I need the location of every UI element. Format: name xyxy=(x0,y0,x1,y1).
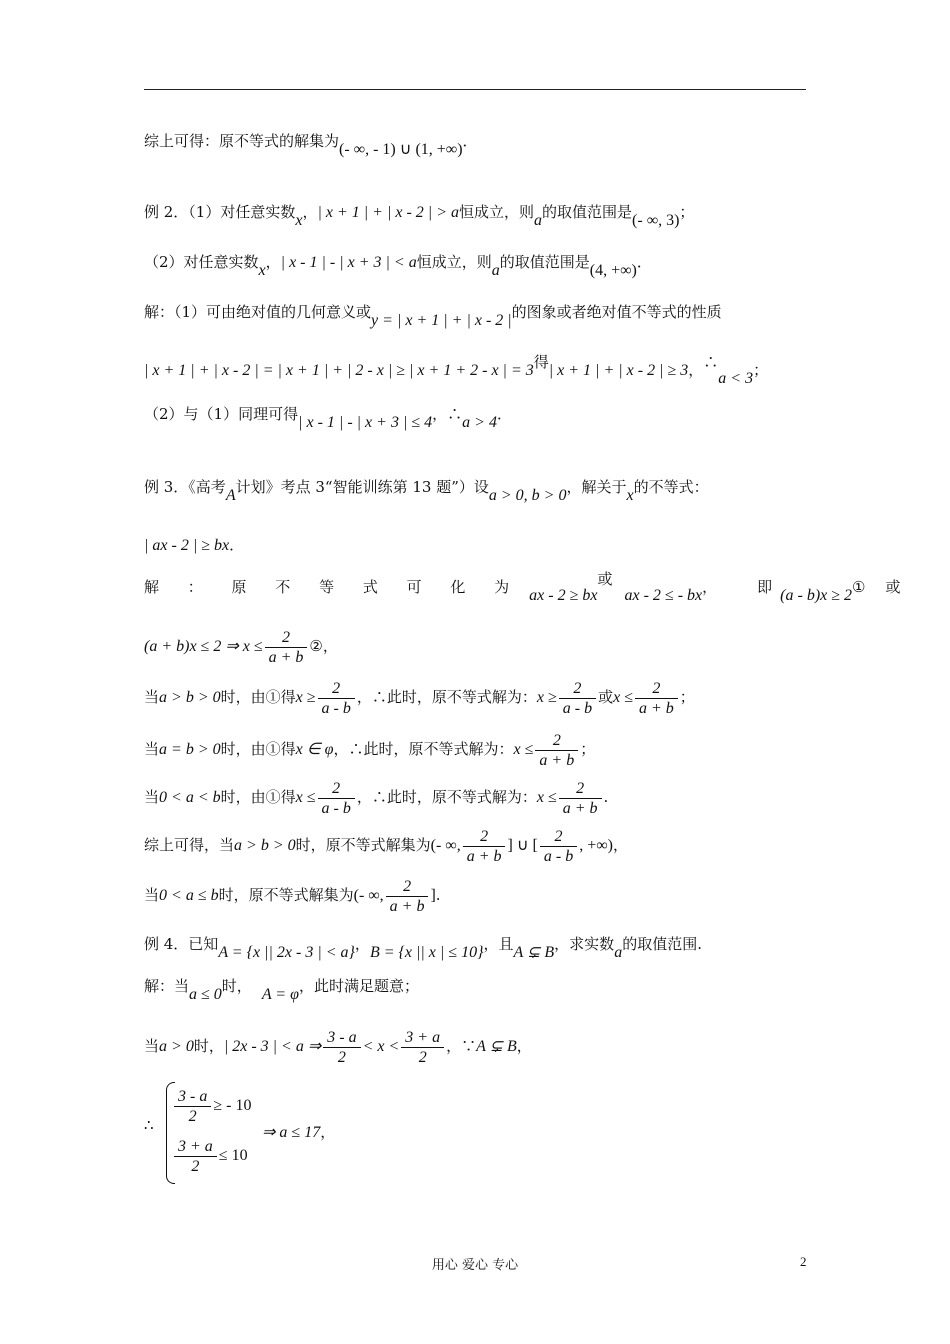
numerator: 2 xyxy=(535,731,578,751)
result: a > 4 xyxy=(462,414,497,431)
inequality: (a + b)x ≤ 2 ⇒ x ≤ xyxy=(144,638,263,655)
numerator: 2 xyxy=(318,679,355,699)
therefore-symbol: ∴ xyxy=(447,405,463,423)
example-4 xyxy=(144,934,702,961)
text: 当 xyxy=(144,886,160,904)
numerator: 2 xyxy=(463,827,506,847)
text: 或 xyxy=(598,688,614,706)
fraction xyxy=(559,679,596,718)
result: a < 3 xyxy=(718,370,754,387)
subset: A ⊊ B xyxy=(476,1038,517,1055)
text: 当 xyxy=(144,740,160,758)
text: 即 xyxy=(757,578,773,596)
text: ，解关于 xyxy=(566,478,627,496)
summary-3-line-2 xyxy=(144,876,441,916)
fraction xyxy=(401,1028,444,1067)
text: 的取值范围是 xyxy=(499,253,590,271)
case-1: ax - 2 ≥ bx xyxy=(529,587,598,604)
denominator: 2 xyxy=(337,1048,346,1066)
numerator: 2 xyxy=(559,679,596,699)
text: 例 3．《高考 xyxy=(144,478,226,496)
fraction xyxy=(318,679,355,718)
text: 解：（1）可由绝对值的几何意义或 xyxy=(144,303,372,321)
condition: 0 < a < b xyxy=(159,789,221,806)
denominator: a - b xyxy=(562,699,593,717)
case-a-eq-b xyxy=(144,730,595,770)
comma: ， xyxy=(432,405,448,423)
fraction xyxy=(635,679,678,718)
text: ，且 xyxy=(483,935,514,953)
text: 时，原不等式解集为 xyxy=(295,836,431,854)
inequality: | x + 1 | + | x - 2 | > a xyxy=(317,204,459,221)
summary-3-line-1 xyxy=(144,826,628,866)
summary-text: 综上可得：原不等式的解集为 xyxy=(144,132,340,150)
text: 综上可得，当 xyxy=(144,836,235,854)
text: 解 ： 原 不 等 式 可 化 为 xyxy=(144,578,522,596)
denominator: a - b xyxy=(321,799,351,817)
solution-3-line-2 xyxy=(144,627,338,667)
case-2: ax - 2 ≤ - bx xyxy=(624,587,703,604)
punct: . xyxy=(435,886,441,904)
denominator: a + b xyxy=(638,699,674,717)
empty-set: A = φ xyxy=(261,986,299,1003)
text: 或 xyxy=(597,570,613,588)
text: 的取值范围. xyxy=(622,935,702,953)
inequality: | x - 1 | - | x + 3 | < a xyxy=(280,254,417,271)
denominator: a - b xyxy=(321,699,351,717)
header-rule xyxy=(144,89,806,90)
text: 得 xyxy=(533,353,549,371)
comma: ， xyxy=(265,253,281,271)
system-row-1 xyxy=(172,1086,251,1126)
comma: ， xyxy=(302,203,318,221)
var-a: a xyxy=(534,212,543,229)
numerator: 3 + a xyxy=(401,1028,444,1048)
text: 恒成立，则 xyxy=(416,253,492,271)
denominator: 2 xyxy=(188,1107,197,1125)
punct: ， xyxy=(612,836,628,854)
text: 计划》考点 3“智能训练第 13 题”）设 xyxy=(235,478,489,496)
example-2-part-1 xyxy=(144,202,695,229)
text: 时， xyxy=(221,977,252,995)
var-x: x xyxy=(295,212,303,229)
denominator: a + b xyxy=(562,799,598,817)
punct: ； xyxy=(580,740,596,758)
punct: . xyxy=(603,788,609,806)
numerator: 2 xyxy=(318,779,355,799)
denominator: a + b xyxy=(539,751,575,769)
var-x: x xyxy=(258,262,266,279)
condition: a > b > 0 xyxy=(234,837,296,854)
interval: ] ∪ [ xyxy=(507,837,538,854)
denominator: 2 xyxy=(418,1048,427,1066)
ineq: < x < xyxy=(362,1038,400,1055)
text: 例 4．已知 xyxy=(144,935,219,953)
interval: (- ∞, xyxy=(430,837,461,854)
ex2b-label: （2）对任意实数 xyxy=(144,253,259,271)
numerator: 2 xyxy=(386,877,429,897)
punct: ． xyxy=(229,536,245,554)
range: (4, +∞) xyxy=(589,262,637,279)
text: ，∴此时，原不等式解为： xyxy=(356,688,537,706)
numerator: 2 xyxy=(635,679,678,699)
relation: ≥ - 10 xyxy=(213,1097,252,1114)
condition: a = b > 0 xyxy=(159,741,221,758)
comma: ， xyxy=(446,1037,462,1055)
solution-4-line-2 xyxy=(144,1027,532,1067)
text: 时，由①得 xyxy=(220,788,296,806)
denominator: a + b xyxy=(466,847,502,865)
ineq: x ≤ xyxy=(295,789,316,806)
example-3-line-1 xyxy=(144,477,709,504)
var-a: a xyxy=(491,262,500,279)
text: 时，由①得 xyxy=(220,688,296,706)
numerator: 3 - a xyxy=(323,1028,360,1048)
fraction xyxy=(540,827,577,866)
numerator: 2 xyxy=(540,827,577,847)
ineq: x ∈ φ xyxy=(295,741,334,758)
example-2-part-2 xyxy=(144,252,652,279)
text: ，∴此时，原不等式解为： xyxy=(356,788,537,806)
derivation: | x + 1 | + | x - 2 | = | x + 1 | + | 2 - x | ≥ | x + 1 + 2 - x | = 3 xyxy=(144,362,534,379)
comma: ， xyxy=(702,578,718,596)
condition: a ≤ 0 xyxy=(189,986,222,1003)
case-a-lt-b xyxy=(144,778,608,818)
summary-line: 综上可得：原不等式的解集为(- ∞, - 1) ∪ (1, +∞)． xyxy=(144,132,478,158)
var-a: a xyxy=(614,944,623,961)
fraction xyxy=(323,1028,360,1067)
ineq: x ≤ xyxy=(513,741,534,758)
set-B: B = {x || x | ≤ 10} xyxy=(369,944,484,961)
numerator: 3 - a xyxy=(174,1087,211,1107)
text: 当 xyxy=(144,1037,160,1055)
text: ，求实数 xyxy=(554,935,615,953)
marker-1: ① xyxy=(852,578,866,596)
solution-3-line-1 xyxy=(144,570,901,604)
interval: , +∞) xyxy=(579,837,613,854)
inequality: | ax - 2 | ≥ bx xyxy=(144,537,230,554)
punct: ； xyxy=(753,361,769,379)
condition: a > 0, b > 0 xyxy=(488,487,567,504)
solution-2-line-1 xyxy=(144,302,722,329)
therefore-symbol xyxy=(144,1115,154,1135)
subset: A ⊊ B xyxy=(513,944,555,961)
relation: ≤ 10 xyxy=(218,1147,248,1164)
solution-set: (- ∞, - 1) ∪ (1, +∞) xyxy=(339,141,463,158)
text: 当 xyxy=(144,788,160,806)
ineq: x ≥ xyxy=(295,689,316,706)
ineq: x ≤ xyxy=(613,689,633,706)
result: ⇒ a ≤ 17 xyxy=(262,1124,321,1141)
ineq: x ≤ xyxy=(536,789,557,806)
implication: | 2x - 3 | < a ⇒ xyxy=(223,1038,322,1055)
text: 时， xyxy=(193,1037,224,1055)
solution-2-line-2 xyxy=(144,353,769,387)
footer-slogan: 用心 爱心 专心 xyxy=(431,1258,519,1273)
therefore-symbol: ∴ xyxy=(703,353,719,371)
fraction xyxy=(174,1087,211,1126)
punct: ． xyxy=(496,405,512,423)
comma: ， xyxy=(354,935,370,953)
text: 的不等式： xyxy=(633,478,709,496)
punct: ， xyxy=(320,1123,336,1141)
interval: (- ∞, xyxy=(353,887,384,904)
ex2-label: 例 2．（1）对任意实数 xyxy=(144,203,296,221)
text: 恒成立，则 xyxy=(459,203,535,221)
denominator: 2 xyxy=(191,1157,200,1175)
fraction xyxy=(559,779,602,818)
punct: ， xyxy=(516,1037,532,1055)
inequality: | x - 1 | - | x + 3 | ≤ 4 xyxy=(298,414,433,431)
text: ，∴此时，原不等式解为： xyxy=(333,740,514,758)
page-number: 2 xyxy=(800,1254,807,1269)
range: (- ∞, 3) xyxy=(632,212,680,229)
var-x: x xyxy=(626,487,634,504)
fraction xyxy=(535,731,578,770)
marker-2: ②， xyxy=(309,637,338,655)
example-3-line-2 xyxy=(144,535,244,556)
text: ，此时满足题意； xyxy=(298,977,419,995)
text: 当 xyxy=(144,688,160,706)
solution-2-line-3 xyxy=(144,404,512,431)
punct: ； xyxy=(679,203,695,221)
numerator: 2 xyxy=(559,779,602,799)
denominator: a + b xyxy=(268,648,304,666)
solution-4-line-1 xyxy=(144,976,419,1003)
text: 时，原不等式解集为 xyxy=(218,886,354,904)
inequality: | x + 1 | + | x - 2 | ≥ 3 xyxy=(548,362,689,379)
text: 或 xyxy=(885,578,901,596)
ineq: x ≥ xyxy=(536,689,557,706)
fraction xyxy=(174,1137,217,1176)
punct: ． xyxy=(636,253,652,271)
denominator: a + b xyxy=(389,897,425,915)
numerator: 2 xyxy=(265,628,308,648)
fraction xyxy=(318,779,355,818)
condition: 0 < a ≤ b xyxy=(159,887,219,904)
text: 时，由①得 xyxy=(220,740,296,758)
denominator: a - b xyxy=(543,847,574,865)
set-A: A = {x || 2x - 3 | < a} xyxy=(218,944,355,961)
text: 解：当 xyxy=(144,977,190,995)
var-A: A xyxy=(225,487,236,504)
condition: a > b > 0 xyxy=(159,689,221,706)
because-symbol: ∵ xyxy=(461,1037,477,1055)
fraction xyxy=(386,877,429,916)
fraction xyxy=(265,628,308,667)
system-row-2 xyxy=(172,1136,248,1176)
punct: ； xyxy=(679,688,695,706)
interval: ] xyxy=(430,887,436,904)
text: 的取值范围是 xyxy=(542,203,633,221)
condition: a > 0 xyxy=(159,1038,194,1055)
function: y = | x + 1 | + | x - 2 | xyxy=(371,312,512,329)
fraction xyxy=(463,827,506,866)
system-result xyxy=(262,1122,335,1143)
case-1-simplified: (a - b)x ≥ 2 xyxy=(780,587,853,604)
text: （2）与（1）同理可得 xyxy=(144,405,299,423)
case-a-gt-b xyxy=(144,678,695,718)
numerator: 3 + a xyxy=(174,1137,217,1157)
comma: ， xyxy=(688,361,704,379)
therefore: ∴ xyxy=(144,1116,154,1134)
text: 的图象或者绝对值不等式的性质 xyxy=(511,303,722,321)
